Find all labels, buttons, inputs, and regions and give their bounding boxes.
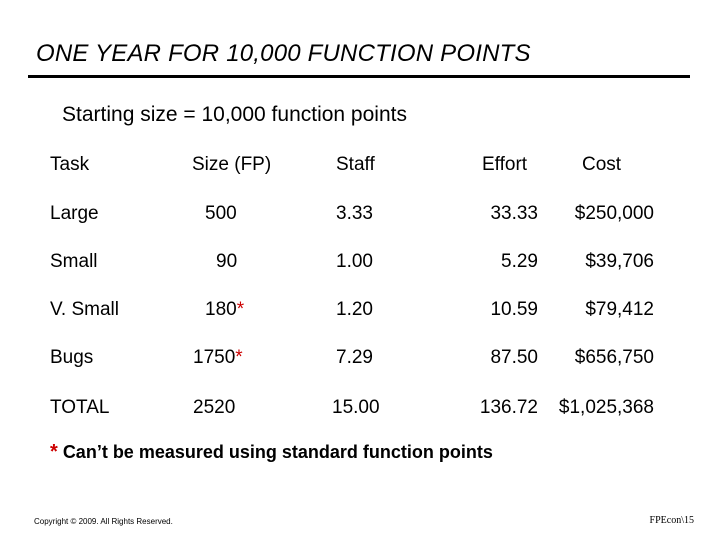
slide-subtitle: Starting size = 10,000 function points [62,103,407,126]
staff-cell: 7.29 [336,347,373,368]
cost-cell: $39,706 [585,251,654,272]
size-cell [193,397,235,419]
effort-cell: 10.59 [490,299,538,320]
size-cell [193,347,243,369]
size-marker: * [235,347,243,368]
cost-cell: $250,000 [574,203,654,224]
task-cell: TOTAL [50,397,110,418]
cost-cell: $656,750 [574,347,654,368]
effort-cell: 87.50 [490,347,538,368]
header-staff: Staff [336,154,375,175]
size-value: 2520 [193,397,236,418]
footnote-text: Can’t be measured using standard function points [62,442,493,462]
size-value: 1750 [193,347,236,368]
size-marker: * [236,299,245,320]
page-reference: FPEcon\15 [649,515,694,526]
cost-cell: $1,025,368 [558,397,654,418]
size-value: 180 [205,299,237,320]
task-cell: V. Small [50,299,119,320]
task-cell: Bugs [50,347,94,368]
size-cell [205,299,244,321]
footnote-marker: * [50,441,58,463]
task-cell: Small [50,251,98,272]
size-value: 500 [205,203,237,224]
size-cell [216,251,237,273]
staff-cell: 1.20 [336,299,373,320]
cost-cell: $79,412 [585,299,654,320]
staff-cell: 15.00 [332,397,380,418]
title-underline [28,75,690,78]
staff-cell: 1.00 [336,251,373,272]
effort-cell: 5.29 [501,251,538,272]
header-cost: Cost [582,154,622,175]
size-cell [205,203,237,225]
header-task: Task [50,154,90,175]
staff-cell: 3.33 [336,203,373,224]
header-size: Size (FP) [192,154,272,175]
slide-title: ONE YEAR FOR 10,000 FUNCTION POINTS [36,40,531,67]
effort-cell: 136.72 [479,397,538,418]
task-cell: Large [50,203,99,224]
header-effort: Effort [482,154,528,175]
footnote [50,441,493,464]
size-value: 90 [216,251,238,272]
effort-cell: 33.33 [490,203,538,224]
copyright-notice: Copyright © 2009. All Rights Reserved. [34,517,173,526]
